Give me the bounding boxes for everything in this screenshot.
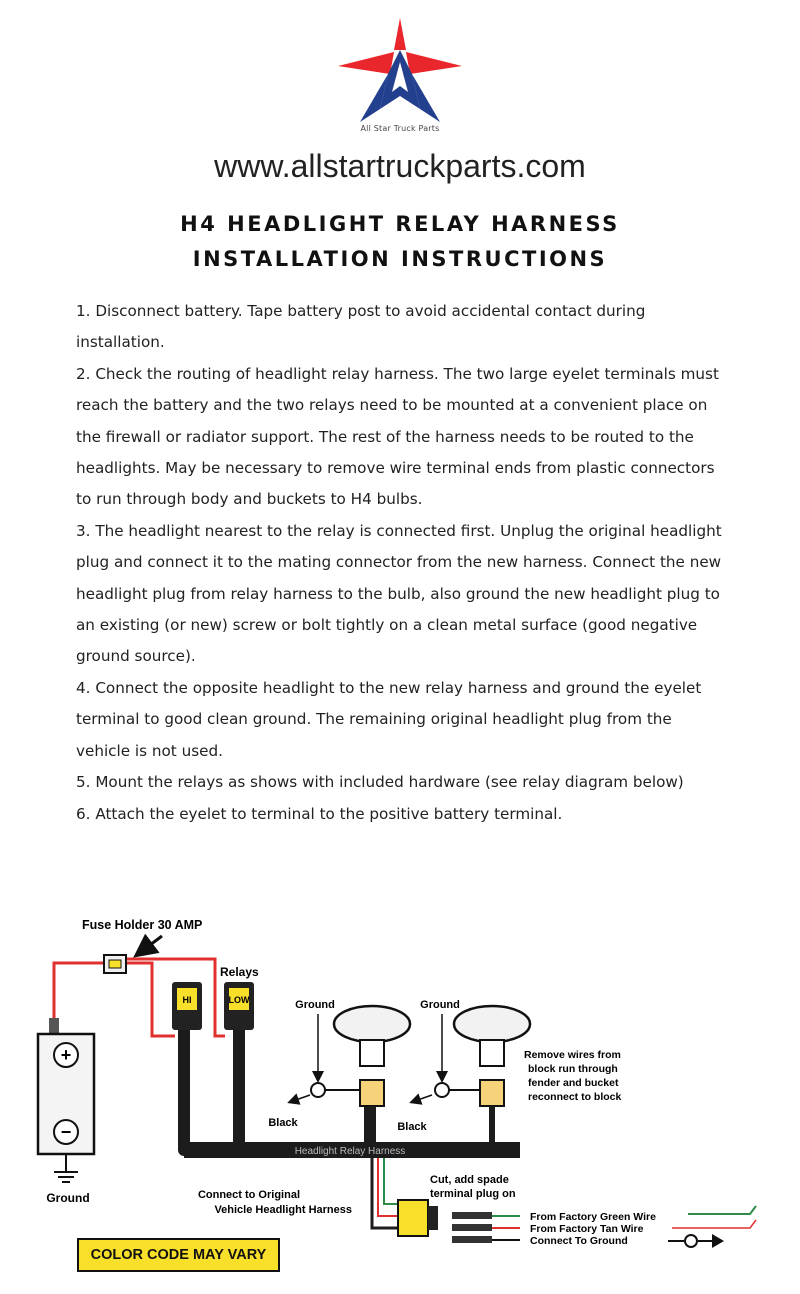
relay-low-label: LOW xyxy=(228,995,250,1005)
logo-star-right-wing xyxy=(406,52,462,74)
red-wire-relay-hi xyxy=(126,963,175,1036)
step-1: 1. Disconnect battery. Tape battery post to avoid accidental contact during installation. xyxy=(76,302,646,352)
remove-wires-line-3: fender and bucket xyxy=(528,1077,619,1089)
wire-green-down xyxy=(384,1158,398,1204)
color-code-note: COLOR CODE MAY VARY xyxy=(77,1238,280,1272)
connect-original-line-2: Vehicle Headlight Harness xyxy=(214,1204,352,1216)
fuse-holder-label: Fuse Holder 30 AMP xyxy=(82,918,203,932)
spade-terminal-2 xyxy=(452,1224,492,1231)
remove-wires-line-1: Remove wires from xyxy=(524,1049,621,1061)
logo-company-name: All Star Truck Parts xyxy=(360,124,440,133)
headlight-2 xyxy=(454,1006,530,1042)
ground-arrow-icon xyxy=(712,1234,724,1248)
factory-tan-label: From Factory Tan Wire xyxy=(530,1223,644,1235)
headlight-1 xyxy=(334,1006,410,1042)
factory-green-label: From Factory Green Wire xyxy=(530,1211,656,1223)
step-3: 3. The headlight nearest to the relay is connected first. Unplug the original headlight plug and connect it to the mating connector from the new harness. Connect the new headlight plug from relay harness to the bulb, also ground the new headlight plug to an existing (or new) screw or bolt tightly on a clean metal surface (good negative ground source). xyxy=(76,521,722,666)
all-star-logo xyxy=(300,14,500,134)
red-wire-battery xyxy=(54,963,104,1018)
cut-add-line-2: terminal plug on xyxy=(430,1188,516,1200)
step-6: 6. Attach the eyelet to terminal to the positive battery terminal. xyxy=(76,804,563,823)
cut-add-line-1: Cut, add spade xyxy=(430,1174,509,1186)
ground-1-eyelet xyxy=(311,1083,325,1097)
factory-green-wire xyxy=(688,1206,756,1214)
vehicle-harness-connector xyxy=(398,1200,428,1236)
battery-minus-sign: − xyxy=(60,1122,72,1142)
ground-1-label: Ground xyxy=(295,999,335,1011)
black-2-arrow xyxy=(412,1095,432,1102)
step-2: 2. Check the routing of headlight relay harness. The two large eyelet terminals must reach the battery and the two relays need to be mounted at a convenient place on the firewall or radiator support. The rest of the harness needs to be routed to the headlights. May be necessary to remove wire terminal ends from plastic connectors to run through body and buckets to H4 bulbs. xyxy=(76,364,719,509)
battery-plus-sign: + xyxy=(60,1045,72,1065)
harness-label: Headlight Relay Harness xyxy=(294,1146,406,1157)
connect-original-line-1: Connect to Original xyxy=(197,1189,300,1201)
ground-2-label: Ground xyxy=(420,999,460,1011)
step-5: 5. Mount the relays as shows with included hardware (see relay diagram below) xyxy=(76,773,684,792)
black-1-label: Black xyxy=(268,1117,298,1129)
black-2-label: Black xyxy=(397,1121,427,1133)
harness-drops xyxy=(372,1106,492,1144)
headlight-1-connector xyxy=(360,1080,384,1106)
headlight-1-base xyxy=(360,1040,384,1066)
headlight-2-base xyxy=(480,1040,504,1066)
title-line-2: INSTALLATION INSTRUCTIONS xyxy=(192,247,608,271)
relays-label: Relays xyxy=(220,965,259,979)
logo-star-top xyxy=(394,18,406,50)
wire-red-down xyxy=(378,1158,398,1216)
step-4: 4. Connect the opposite headlight to the new relay harness and ground the eyelet terminal to good clean ground. The remaining original headlight plug from the vehicle is not used. xyxy=(76,678,702,760)
ground-2-eyelet xyxy=(435,1083,449,1097)
title-line-1: H4 HEADLIGHT RELAY HARNESS xyxy=(180,212,620,236)
battery-post xyxy=(49,1018,59,1034)
vehicle-harness-connector-back xyxy=(428,1206,438,1230)
instruction-steps xyxy=(76,296,726,830)
relay-hi-label: HI xyxy=(182,995,192,1005)
spade-terminal-3 xyxy=(452,1236,492,1243)
spade-terminal-1 xyxy=(452,1212,492,1219)
remove-wires-line-4: reconnect to block xyxy=(528,1091,622,1103)
fuse-arrow xyxy=(138,936,162,954)
headlight-2-connector xyxy=(480,1080,504,1106)
connect-ground-label: Connect To Ground xyxy=(530,1235,628,1247)
logo-star-left-wing xyxy=(338,52,394,74)
wiring-diagram xyxy=(0,900,800,1294)
remove-wires-line-2: block run through xyxy=(528,1063,618,1075)
battery-ground-symbol xyxy=(54,1154,78,1182)
battery-ground-label: Ground xyxy=(46,1191,90,1205)
website-url[interactable]: www.allstartruckparts.com xyxy=(214,148,586,184)
factory-tan-wire xyxy=(672,1220,756,1228)
fuse xyxy=(109,960,121,968)
black-1-arrow xyxy=(290,1095,310,1102)
ground-eyelet xyxy=(685,1235,697,1247)
